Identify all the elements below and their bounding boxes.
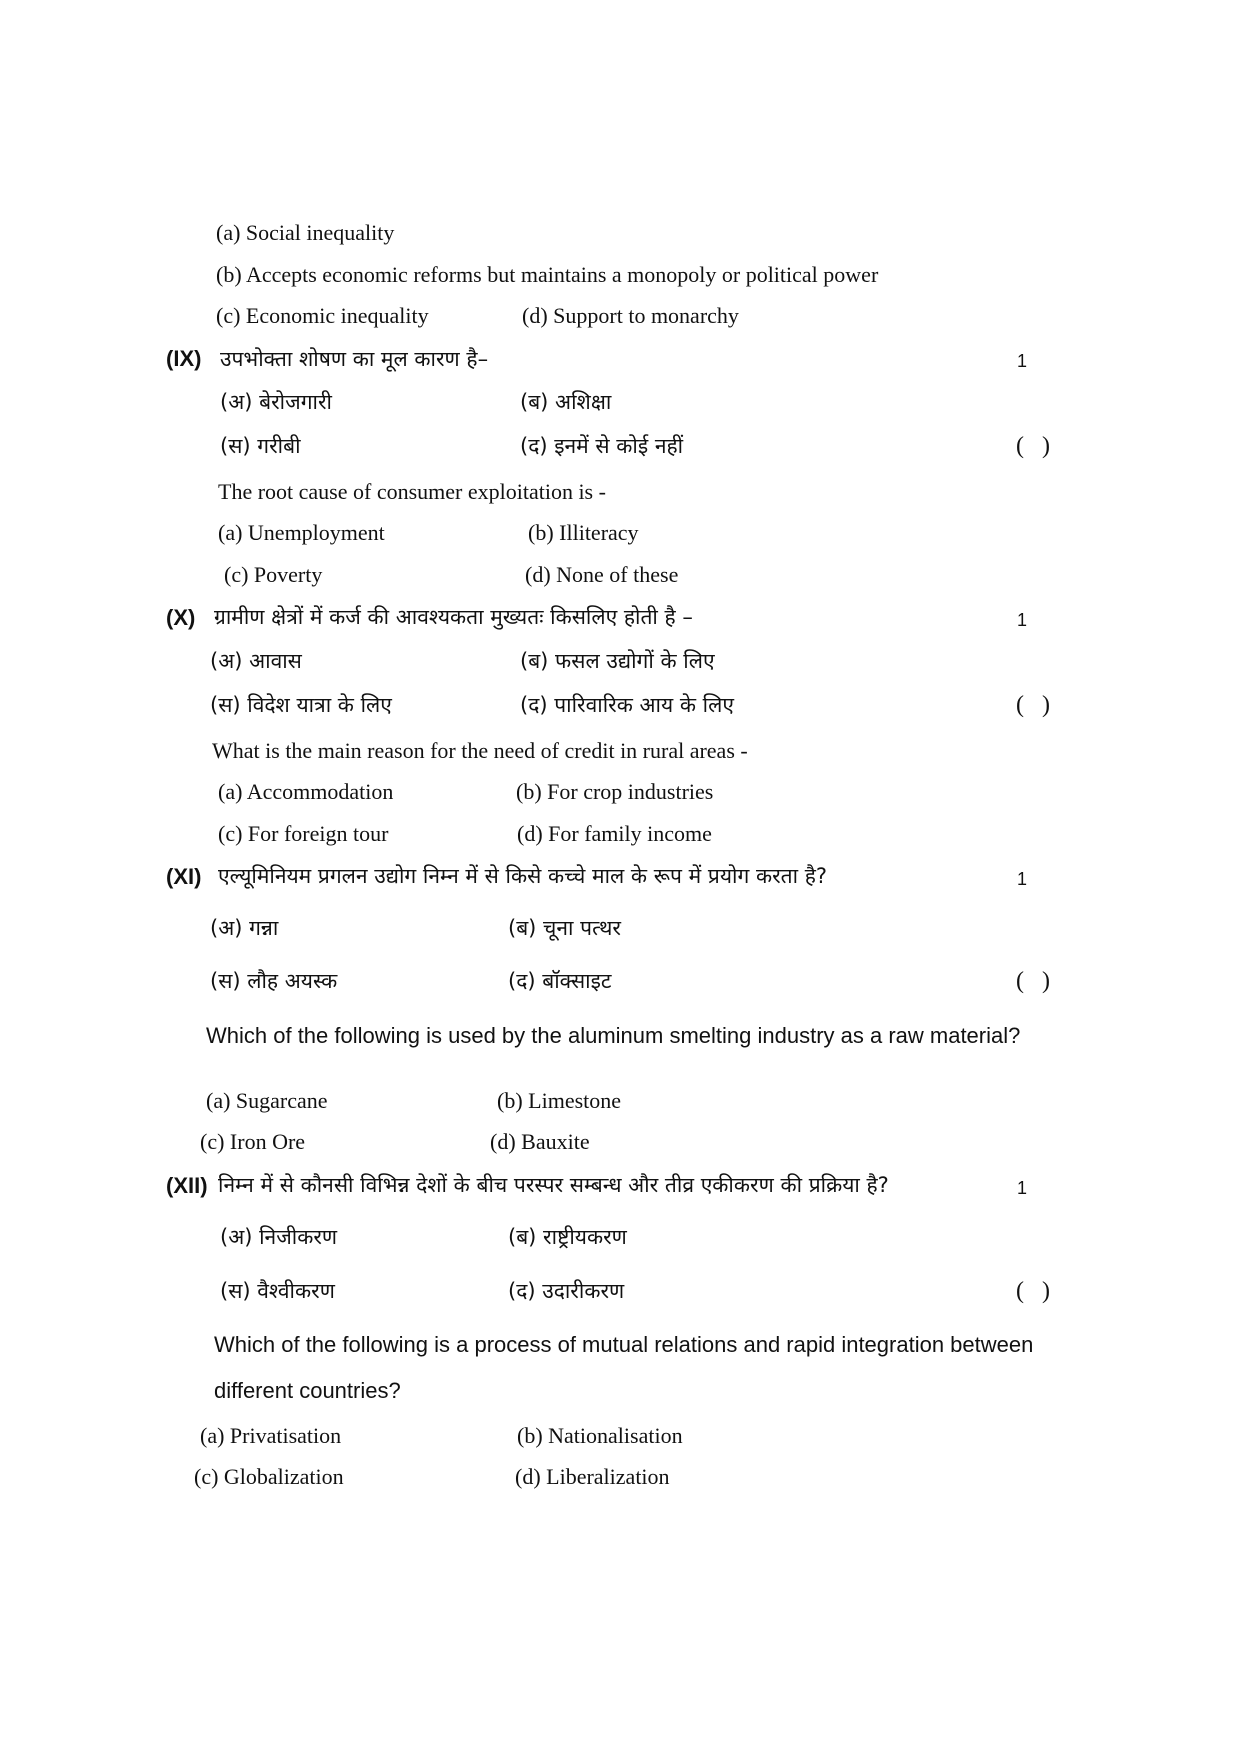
q10-marks: 1 — [1017, 610, 1028, 630]
q11-number: (XI) — [166, 864, 202, 889]
q10-number: (X) — [166, 605, 196, 630]
q9-answer-bracket: ( ) — [1016, 433, 1056, 459]
q11-hindi-option-d: (द) बॉक्साइट — [508, 969, 612, 993]
q12-hindi-option-a: (अ) निजीकरण — [220, 1225, 338, 1249]
q9-english-option-b: (b) Illiteracy — [528, 520, 639, 545]
q9-marks: 1 — [1017, 351, 1028, 371]
q11-hindi-option-c: (स) लौह अयस्क — [210, 969, 338, 993]
prev-option-c: (c) Economic inequality — [216, 303, 429, 328]
q12-hindi-option-b: (ब) राष्ट्रीयकरण — [508, 1225, 627, 1249]
q9-number: (IX) — [166, 346, 202, 371]
q12-hindi-option-d: (द) उदारीकरण — [508, 1279, 625, 1303]
q10-english-option-c: (c) For foreign tour — [218, 821, 389, 846]
q11-hindi-option-a: (अ) गन्ना — [210, 916, 279, 940]
q9-english-option-c: (c) Poverty — [224, 562, 323, 587]
prev-option-a: (a) Social inequality — [216, 220, 395, 245]
q10-hindi-option-d: (द) पारिवारिक आय के लिए — [520, 693, 734, 717]
q9-english-option-a: (a) Unemployment — [218, 520, 385, 545]
q11-english-option-c: (c) Iron Ore — [200, 1129, 306, 1154]
q11-english-option-b: (b) Limestone — [497, 1088, 622, 1113]
q10-hindi-question: ग्रामीण क्षेत्रों में कर्ज की आवश्यकता मुख्यतः किसलिए होती है – — [214, 605, 693, 629]
q9-english-question: The root cause of consumer exploitation is - — [218, 479, 606, 504]
q9-hindi-option-b: (ब) अशिक्षा — [520, 390, 612, 414]
q12-answer-bracket: ( ) — [1016, 1278, 1056, 1304]
q9-hindi-option-c: (स) गरीबी — [220, 434, 301, 458]
q10-hindi-option-c: (स) विदेश यात्रा के लिए — [210, 693, 392, 717]
q12-english-option-a: (a) Privatisation — [200, 1423, 342, 1448]
q11-english-question: Which of the following is used by the aluminum smelting industry as a raw material? — [206, 1023, 1021, 1048]
q9-hindi-question: उपभोक्ता शोषण का मूल कारण है– — [220, 347, 489, 371]
q12-number: (XII) — [166, 1173, 208, 1198]
q12-english-option-d: (d) Liberalization — [515, 1464, 670, 1489]
q12-english-option-c: (c) Globalization — [194, 1464, 344, 1489]
q12-english-question-line2: different countries? — [214, 1378, 401, 1403]
q12-hindi-question: निम्न में से कौनसी विभिन्न देशों के बीच परस्पर सम्बन्ध और तीव्र एकीकरण की प्रक्रिया है? — [218, 1173, 889, 1197]
q11-hindi-option-b: (ब) चूना पत्थर — [508, 916, 622, 940]
q10-answer-bracket: ( ) — [1016, 692, 1056, 718]
q11-hindi-question: एल्यूमिनियम प्रगलन उद्योग निम्न में से किसे कच्चे माल के रूप में प्रयोग करता है? — [218, 864, 828, 888]
q12-hindi-option-c: (स) वैश्वीकरण — [220, 1279, 335, 1303]
prev-option-d: (d) Support to monarchy — [522, 303, 739, 328]
q10-hindi-option-a: (अ) आवास — [210, 649, 302, 673]
q12-english-option-b: (b) Nationalisation — [517, 1423, 683, 1448]
q10-hindi-option-b: (ब) फसल उद्योगों के लिए — [520, 649, 715, 673]
q12-english-question-line1: Which of the following is a process of mutual relations and rapid integration between — [214, 1332, 1034, 1357]
q10-english-option-a: (a) Accommodation — [218, 779, 394, 804]
q10-english-option-b: (b) For crop industries — [516, 779, 714, 804]
q9-hindi-option-d: (द) इनमें से कोई नहीं — [520, 434, 684, 458]
q10-english-option-d: (d) For family income — [517, 821, 712, 846]
q11-english-option-d: (d) Bauxite — [490, 1129, 590, 1154]
q9-hindi-option-a: (अ) बेरोजगारी — [220, 390, 332, 414]
prev-option-b: (b) Accepts economic reforms but maintains a monopoly or political power — [216, 262, 879, 287]
q11-marks: 1 — [1017, 869, 1028, 889]
q10-english-question: What is the main reason for the need of credit in rural areas - — [212, 738, 748, 763]
q11-english-option-a: (a) Sugarcane — [206, 1088, 328, 1113]
q9-english-option-d: (d) None of these — [525, 562, 679, 587]
q11-answer-bracket: ( ) — [1016, 968, 1056, 994]
q12-marks: 1 — [1017, 1178, 1028, 1198]
